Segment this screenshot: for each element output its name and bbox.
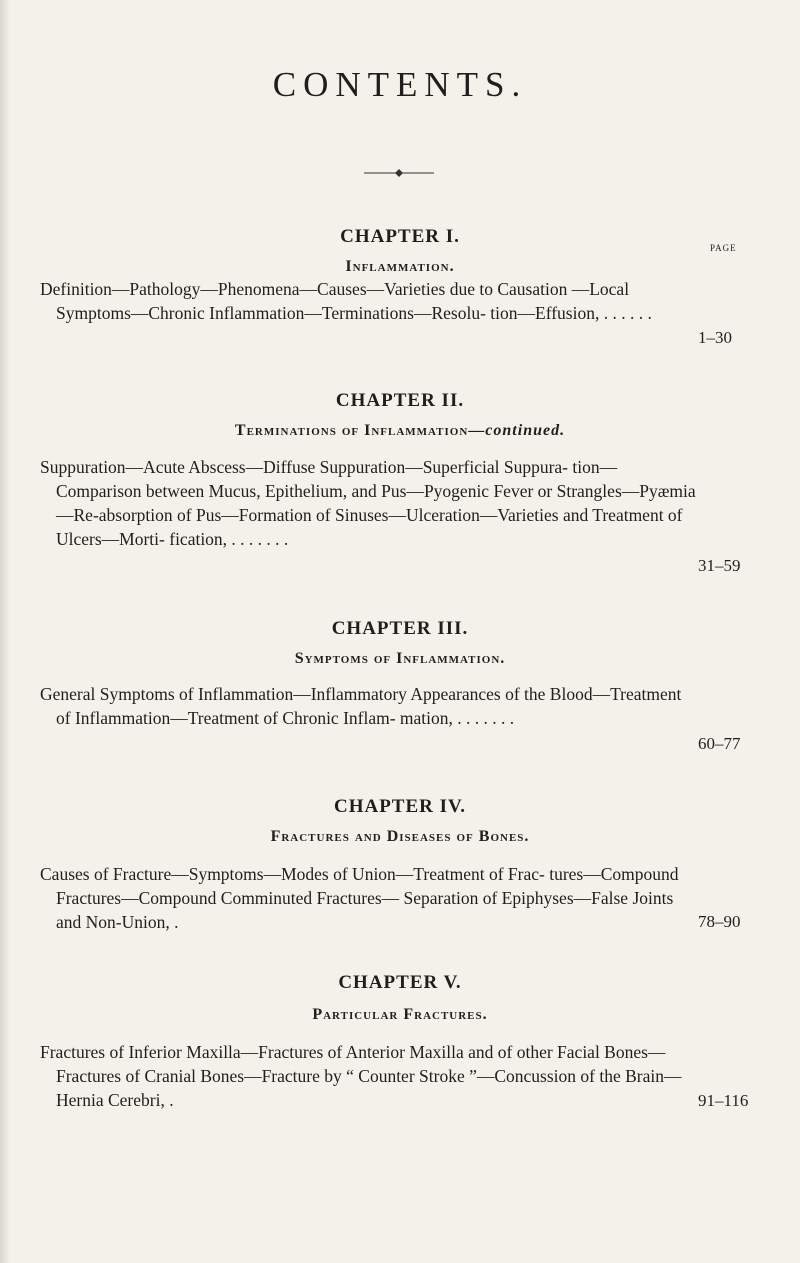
chapter-1-subheading: Inflammation. bbox=[345, 258, 455, 275]
chapter-4-summary: Causes of Fracture—Symptoms—Modes of Union—Treatment of Frac- tures—Compound Fractures—Compound Comminuted Fractures— Separation of Epiphyses—False Joints and Non-Union, . bbox=[40, 864, 679, 932]
chapter-3-heading: CHAPTER III. bbox=[331, 618, 469, 639]
chapter-2-pages: 31–59 bbox=[698, 556, 741, 575]
chapter-1-summary: Definition—Pathology—Phenomena—Causes—Varieties due to Causation —Local Symptoms—Chronic Inflammation—Terminations—Resolu- tion—Effusion, . . . . . . bbox=[40, 279, 652, 323]
chapter-1-pages: 1–30 bbox=[698, 328, 732, 347]
chapter-3-summary: General Symptoms of Inflammation—Inflammatory Appearances of the Blood—Treatment of Inflammation—Treatment of Chronic Inflam- mation, . . . . . . . bbox=[40, 684, 682, 728]
page-column-label: PAGE bbox=[710, 243, 737, 253]
chapter-3-pages: 60–77 bbox=[698, 734, 741, 753]
chapter-2-heading: CHAPTER II. bbox=[335, 390, 465, 411]
chapter-1-heading: CHAPTER I. bbox=[340, 226, 460, 247]
chapter-4-heading: CHAPTER IV. bbox=[333, 796, 467, 817]
chapter-4-subheading: Fractures and Diseases of Bones. bbox=[270, 828, 530, 845]
chapter-4-pages: 78–90 bbox=[698, 912, 741, 931]
continued-label: continued. bbox=[485, 422, 566, 439]
chapter-2-summary: Suppuration—Acute Abscess—Diffuse Suppuration—Superficial Suppura- tion—Comparison between Mucus, Epithelium, and Pus—Pyogenic Fever or Strangles—Pyæmia—Re-absorption of Pus—Formation of Sinuses—Ulceration—Varieties and Treatment of Ulcers—Morti- fication, . . . . . . . bbox=[40, 457, 696, 549]
chapter-5-summary: Fractures of Inferior Maxilla—Fractures of Anterior Maxilla and of other Facial Bones—Fractures of Cranial Bones—Fracture by “ Counter Stroke ”—Concussion of the Brain—Hernia Cerebri, . bbox=[40, 1042, 682, 1110]
ornamental-rule bbox=[364, 168, 434, 178]
chapter-2-subheading: Terminations of Inflammation—continued. bbox=[234, 422, 566, 439]
chapter-5-pages: 91–116 bbox=[698, 1091, 749, 1110]
chapter-5-subheading: Particular Fractures. bbox=[312, 1006, 488, 1023]
page-title: CONTENTS. bbox=[272, 65, 528, 104]
chapter-3-subheading: Symptoms of Inflammation. bbox=[294, 650, 506, 667]
chapter-5-heading: CHAPTER V. bbox=[338, 972, 462, 993]
